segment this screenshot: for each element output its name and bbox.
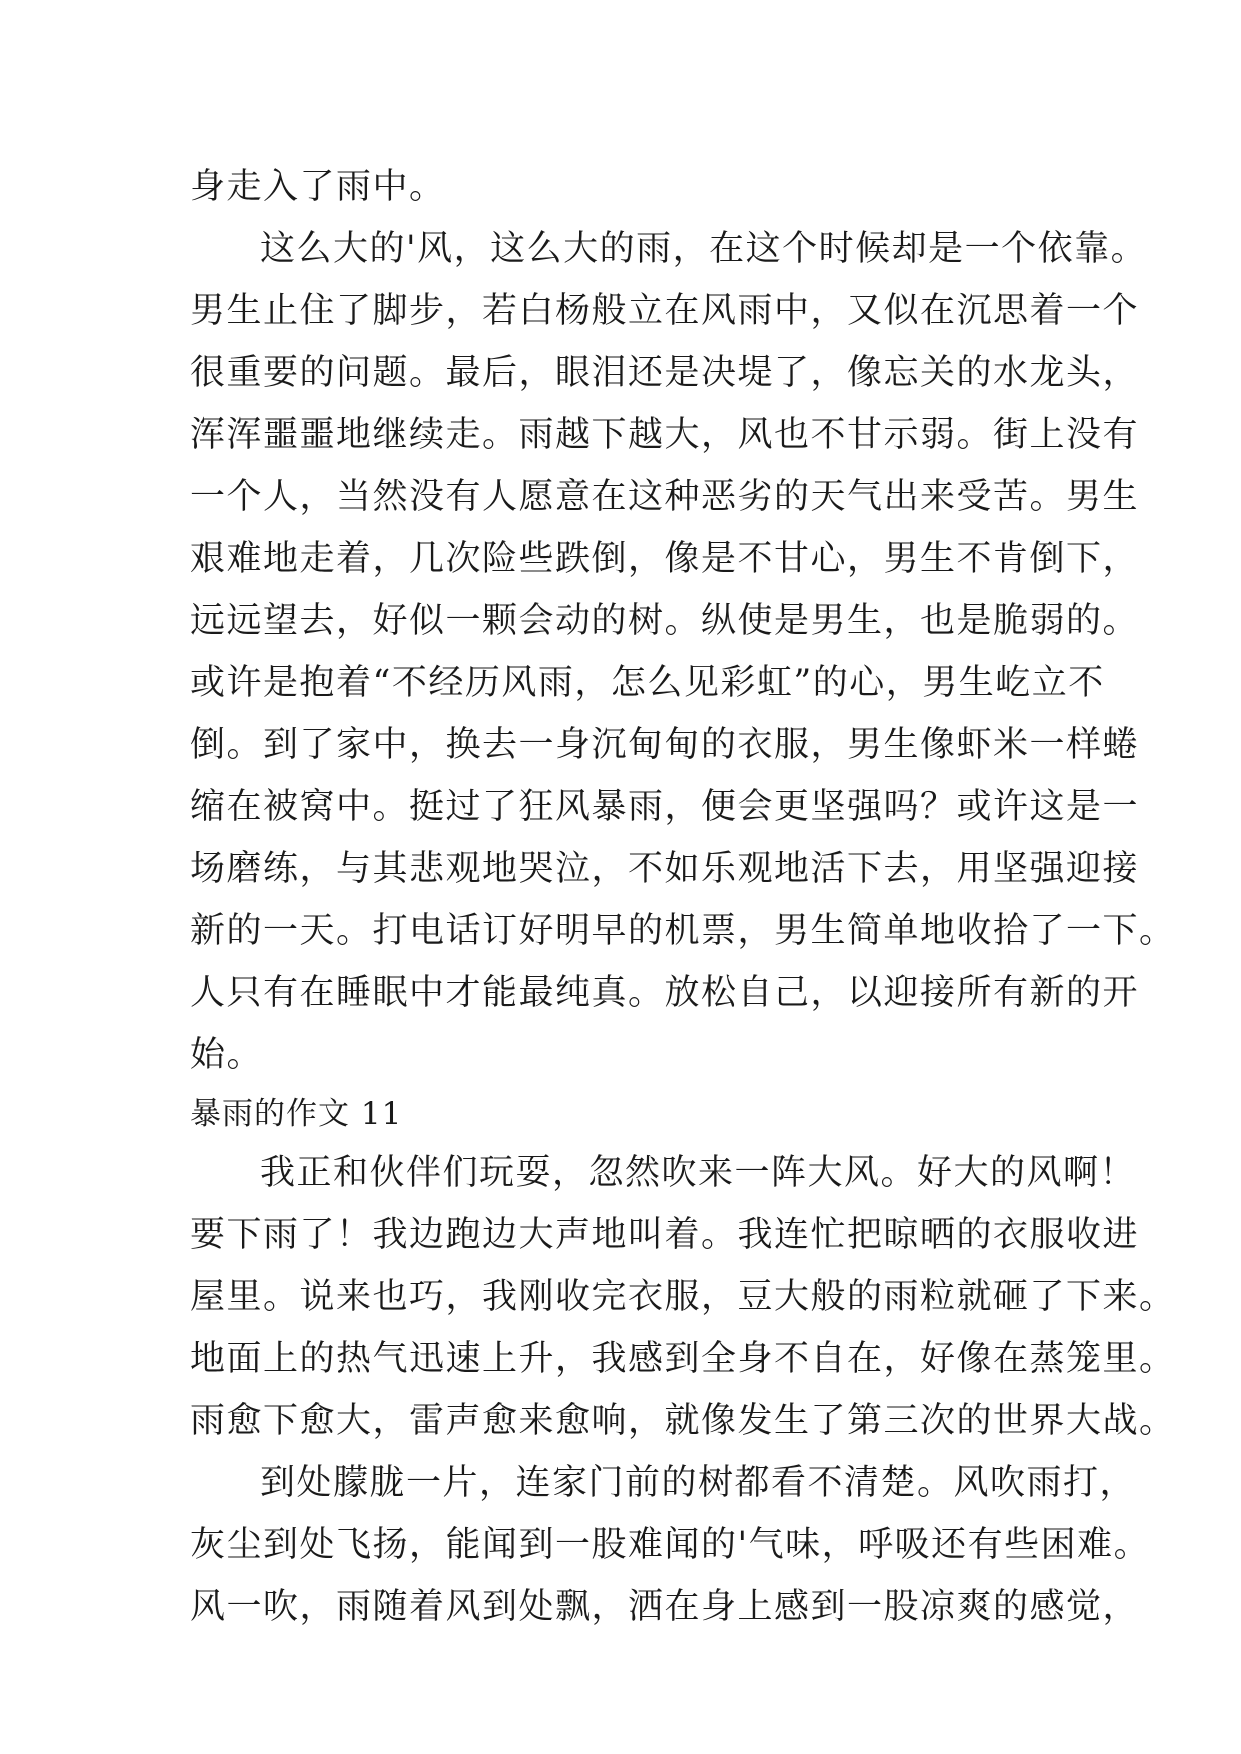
section-heading: 暴雨的作文 11 <box>190 1096 403 1132</box>
text-line: 艰难地走着，几次险些跌倒，像是不甘心，男生不肯倒下， <box>190 539 1140 579</box>
text-line: 风一吹，雨随着风到处飘，洒在身上感到一股凉爽的感觉， <box>190 1587 1140 1627</box>
text-line: 或许是抱着“不经历风雨，怎么见彩虹”的心，男生屹立不 <box>190 663 1105 703</box>
text-line: 远远望去，好似一颗会动的树。纵使是男生，也是脆弱的。 <box>190 601 1140 641</box>
text-line: 这么大的'风，这么大的雨，在这个时候却是一个依靠。 <box>260 229 1148 269</box>
text-line: 缩在被窝中。挺过了狂风暴雨，便会更坚强吗？或许这是一 <box>190 787 1140 827</box>
text-line: 灰尘到处飞扬，能闻到一股难闻的'气味，呼吸还有些困难。 <box>190 1525 1151 1565</box>
text-line: 始。 <box>190 1035 264 1075</box>
text-line: 到处朦胧一片，连家门前的树都看不清楚。风吹雨打， <box>260 1463 1137 1503</box>
paragraph-storm-walk <box>190 218 1176 1086</box>
text-line: 屋里。说来也巧，我刚收完衣服，豆大般的雨粒就砸了下来。 <box>190 1277 1176 1317</box>
text-line: 新的一天。打电话订好明早的机票，男生简单地收拾了一下。 <box>190 911 1176 951</box>
paragraph-continuation <box>190 156 1070 218</box>
paragraph-rain-begins <box>190 1142 1176 1452</box>
text-line: 地面上的热气迅速上升，我感到全身不自在，好像在蒸笼里。 <box>190 1339 1176 1379</box>
text-line: 身走入了雨中。 <box>190 167 446 207</box>
text-line: 浑浑噩噩地继续走。雨越下越大，风也不甘示弱。街上没有 <box>190 415 1140 455</box>
text-line: 一个人，当然没有人愿意在这种恶劣的天气出来受苦。男生 <box>190 477 1140 517</box>
paragraph-hazy-scene <box>190 1452 1151 1638</box>
document-page <box>190 156 1176 1638</box>
text-line: 很重要的问题。最后，眼泪还是决堤了，像忘关的水龙头， <box>190 353 1140 393</box>
text-line: 倒。到了家中，换去一身沉甸甸的衣服，男生像虾米一样蜷 <box>190 725 1140 765</box>
text-line: 人只有在睡眠中才能最纯真。放松自己，以迎接所有新的开 <box>190 973 1140 1013</box>
text-line: 要下雨了！我边跑边大声地叫着。我连忙把晾晒的衣服收进 <box>190 1215 1140 1255</box>
text-line: 男生止住了脚步，若白杨般立在风雨中，又似在沉思着一个 <box>190 291 1140 331</box>
text-line: 场磨练，与其悲观地哭泣，不如乐观地活下去，用坚强迎接 <box>190 849 1140 889</box>
text-line: 我正和伙伴们玩耍，忽然吹来一阵大风。好大的风啊！ <box>260 1153 1137 1193</box>
text-line: 雨愈下愈大，雷声愈来愈响，就像发生了第三次的世界大战。 <box>190 1401 1176 1441</box>
